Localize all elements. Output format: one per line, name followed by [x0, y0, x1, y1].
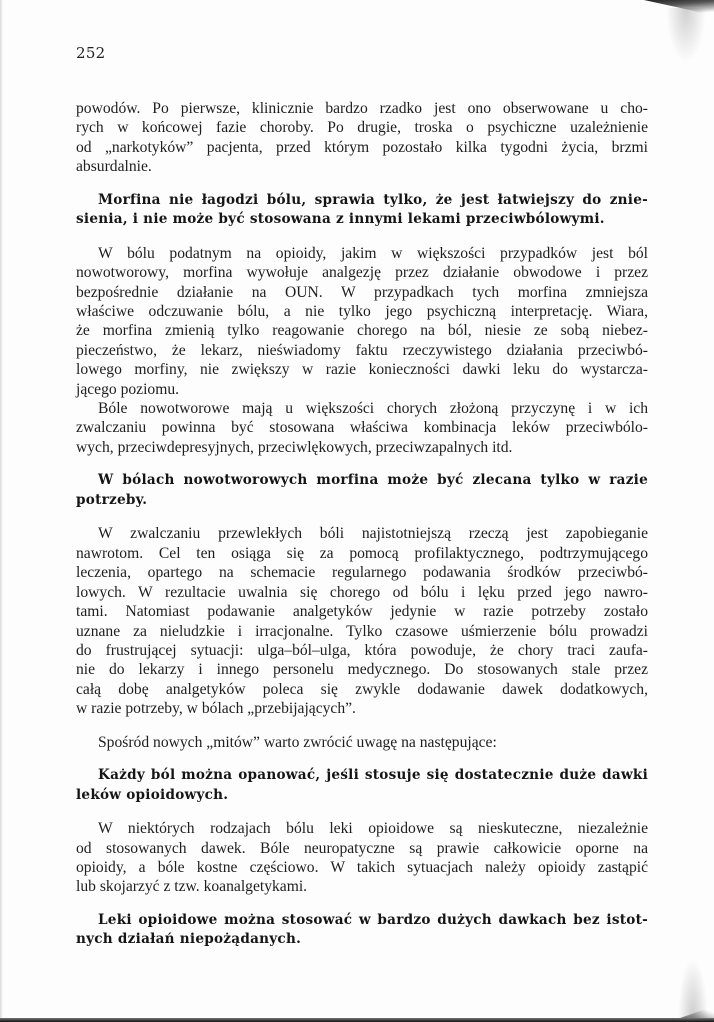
text-line: wych, przeciwdepresyjnych, przeciwlękowych, przeciwzapalnych itd. — [76, 438, 513, 456]
text-line: Bóle nowotworowe mają u większości chorych złożoną przyczynę i w ich — [98, 400, 648, 418]
text-line: uznane za nieludzkie i irracjonalne. Tylko czasowe uśmierzenie bólu prowadzi — [76, 622, 648, 640]
paragraph — [76, 524, 648, 718]
text-line: W bólu podatnym na opioidy, jakim w większości przypadków jest ból — [98, 244, 648, 262]
spacer — [76, 805, 648, 819]
text-line: właściwe odczuwanie bólu, a nie tylko jego psychiczną interpretację. Wiara, — [76, 303, 648, 321]
spacer — [76, 510, 648, 524]
text-line: leczenia, opartego na schemacie regularnego podawania środków przeciwbó- — [76, 564, 648, 582]
text-line: powodów. Po pierwsze, klinicznie bardzo rzadko jest ono obserwowane u cho- — [76, 100, 648, 117]
text-line: Spośród nowych „mitów” warto zwrócić uwagę na następujące: — [98, 733, 497, 751]
spacer — [76, 457, 648, 471]
paragraph — [76, 819, 648, 897]
text-line: sienia, i nie może być stosowana z innymi lekami przeciwbólowymi. — [76, 211, 605, 228]
paragraph — [76, 244, 648, 399]
text-line: nie do lekarzy i innego personelu medycznego. Do stosowanych stale przez — [76, 661, 648, 679]
myth-heading — [76, 911, 648, 950]
text-line: opioidy, a bóle kostne częściowo. W takich sytuacjach należy opioidy zastąpić — [76, 858, 648, 876]
text-line: nych działań niepożądanych. — [76, 931, 302, 948]
text-line: że morfina zmienią tylko reagowanie chorego na ból, niesie ze sobą niebez- — [76, 322, 648, 340]
page-body — [76, 99, 648, 950]
text-line: od stosowanych dawek. Bóle neuropatyczne są prawie całkowicie oporne na — [76, 839, 648, 857]
text-line: absurdalnie. — [76, 158, 152, 176]
text-line: W zwalczaniu przewlekłych bóli najistotniejszą rzeczą jest zapobieganie — [98, 525, 648, 543]
text-line: W niektórych rodzajach bólu leki opioidowe są nieskuteczne, niezależnie — [98, 820, 648, 838]
spacer — [76, 719, 648, 733]
text-line: w razie potrzeby, w bólach „przebijających”. — [76, 700, 356, 718]
text-line: lub skojarzyć z tzw. koanalgetykami. — [76, 878, 308, 896]
myth-heading — [76, 471, 648, 510]
text-line: W bólach nowotworowych morfina może być zlecana tylko w razie — [98, 472, 648, 489]
text-line: Leki opioidowe można stosować w bardzo dużych dawkach bez istot- — [98, 911, 648, 928]
paragraph-continuation — [76, 99, 648, 177]
scan-shadow-left — [0, 0, 3, 1022]
scan-edge-bottom — [0, 1018, 714, 1022]
scan-noise-bottom-right — [678, 958, 708, 1018]
text-line: lowego morfiny, nie zwiększy w razie konieczności dawki leku do wystarcza- — [76, 361, 648, 379]
paragraph — [76, 399, 648, 457]
text-line: nowotworowy, morfina wywołuje analgezję przez działanie obwodowe i przez — [76, 264, 648, 282]
spacer — [76, 177, 648, 191]
text-line: nawrotom. Cel ten osiąga się za pomocą profilaktycznego, podtrzymującego — [76, 544, 648, 562]
myth-heading — [76, 766, 648, 805]
text-line: Morfina nie łagodzi bólu, sprawia tylko, że jest łatwiejszy do znie- — [98, 191, 648, 208]
scan-noise-top-right — [666, 8, 706, 63]
text-line: potrzeby. — [76, 491, 148, 508]
text-line: od „narkotyków” pacjenta, przed którym pozostało kilka tygodni życia, brzmi — [76, 138, 648, 156]
text-line: lowych. W rezultacie uwalnia się chorego od bólu i lęku przed jego nawro- — [76, 583, 648, 601]
text-line: pieczeństwo, że lekarz, nieświadomy faktu rzeczywistego działania przeciwbó- — [76, 341, 648, 359]
text-line: zwalczaniu powinna być stosowana właściwa kombinacja leków przeciwbólo- — [76, 419, 648, 437]
text-line: Każdy ból można opanować, jeśli stosuje się dostatecznie duże dawki — [98, 766, 648, 783]
spacer — [76, 230, 648, 244]
page-number: 252 — [76, 44, 106, 62]
text-line: rych w końcowej fazie choroby. Po drugie, troska o psychiczne uzależnienie — [76, 119, 648, 137]
text-line: tami. Natomiast podawanie analgetyków jedynie w razie potrzeby zostało — [76, 603, 648, 621]
text-line: jącego poziomu. — [76, 380, 180, 398]
text-line: całą dobę analgetyków poleca się zwykle dodawanie dawek dodatkowych, — [76, 680, 648, 698]
paragraph — [76, 733, 648, 752]
spacer — [76, 752, 648, 766]
myth-heading — [76, 191, 648, 230]
text-line: leków opioidowych. — [76, 786, 229, 803]
text-line: do frustrującej sytuacji: ulga–ból–ulga, która powoduje, że chory traci zaufa- — [76, 641, 648, 659]
text-line: bezpośrednie działanie na OUN. W przypadkach tych morfina zmniejsza — [76, 283, 648, 301]
spacer — [76, 897, 648, 911]
